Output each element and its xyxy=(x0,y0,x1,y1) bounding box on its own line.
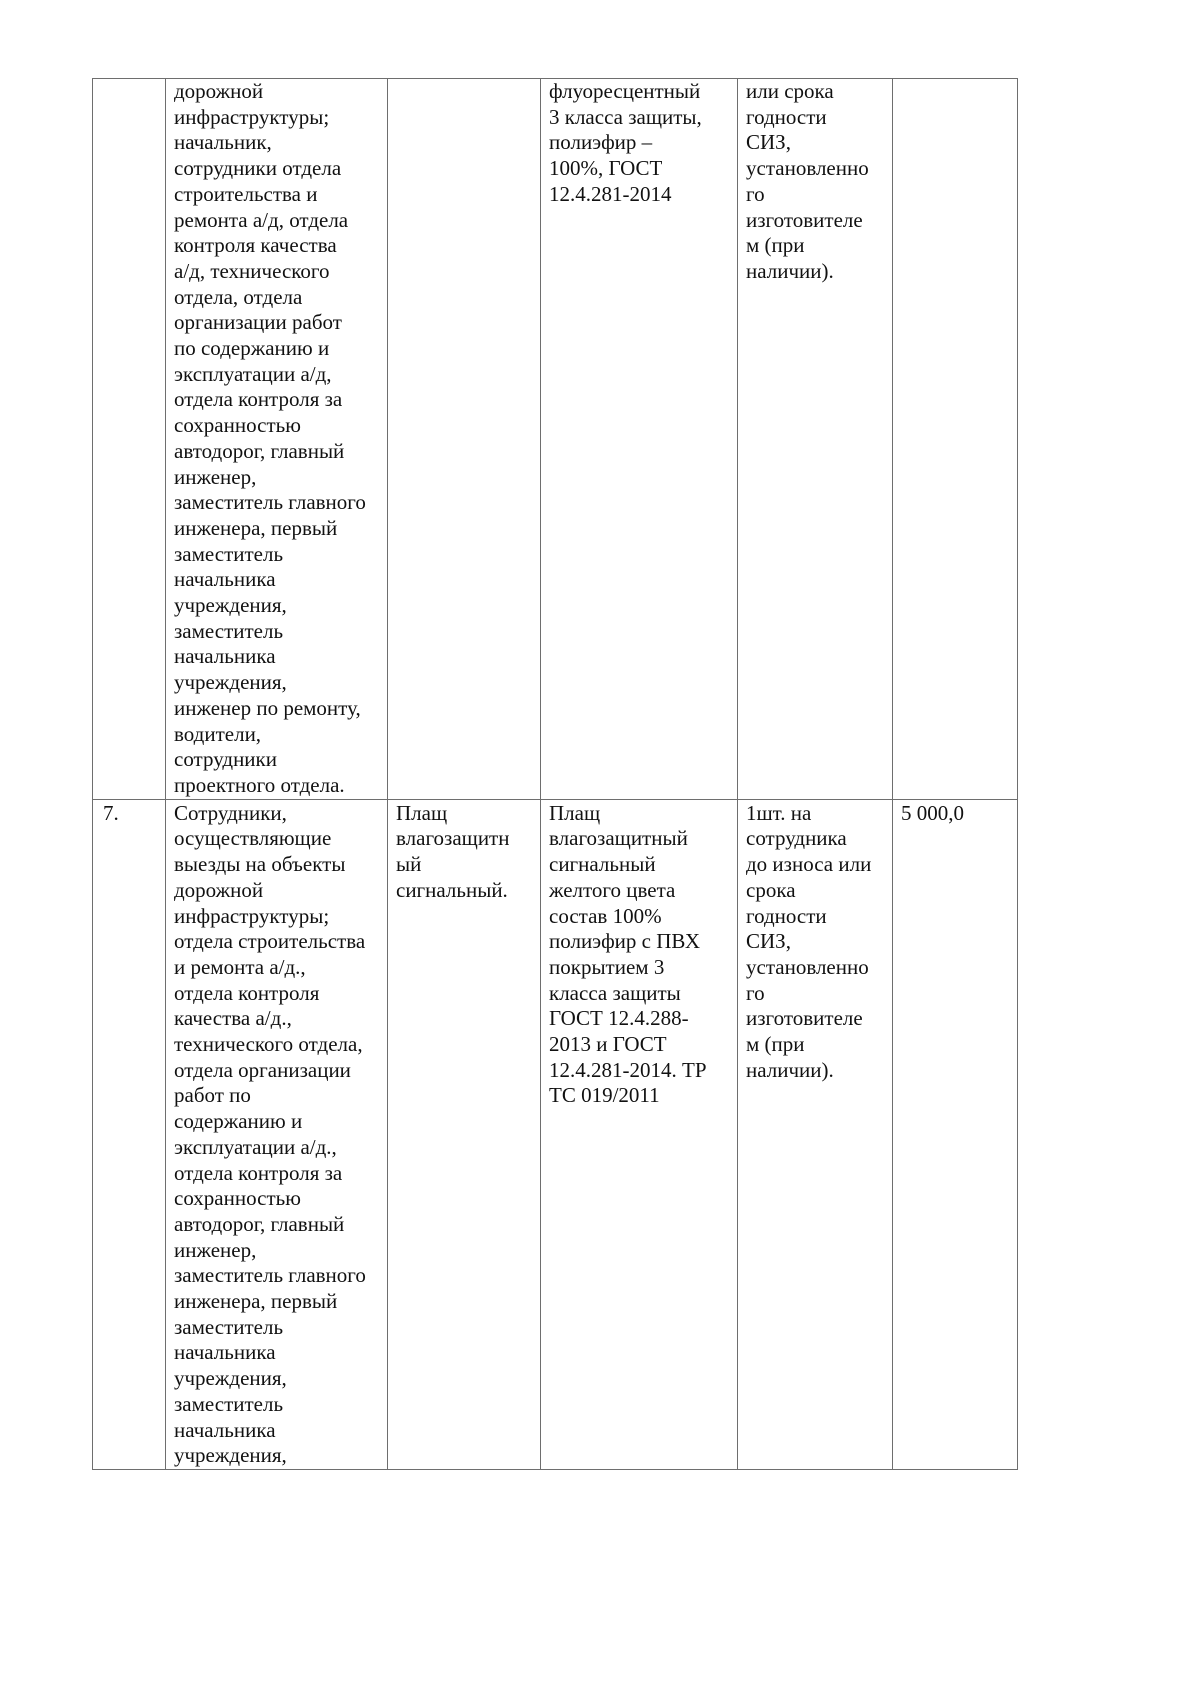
table-row xyxy=(93,799,1018,1469)
cell-issue-norm: 1шт. на сотрудника до износа или срока годности СИЗ, установленно го изготовителе м (при наличии). xyxy=(738,799,893,1469)
cell-number xyxy=(93,79,166,800)
cell-positions: дорожной инфраструктуры; начальник, сотрудники отдела строительства и ремонта а/д, отдела контроля качества а/д, технического отдела, отдела организации работ по содержанию и эксплуатации а/д, отдела контроля за сохранностью автодорог, главный инженер, заместитель главного инженера, первый заместитель начальника учреждения, заместитель начальника учреждения, инженер по ремонту, водители, сотрудники проектного отдела. xyxy=(166,79,388,800)
cell-number: 7. xyxy=(93,799,166,1469)
cell-item-name xyxy=(388,79,541,800)
cell-price xyxy=(893,79,1018,800)
table-row xyxy=(93,79,1018,800)
cell-price: 5 000,0 xyxy=(893,799,1018,1469)
cell-issue-norm: или срока годности СИЗ, установленно го изготовителе м (при наличии). xyxy=(738,79,893,800)
cell-specification: Плащ влагозащитный сигнальный желтого цвета состав 100% полиэфир с ПВХ покрытием 3 класса защиты ГОСТ 12.4.288- 2013 и ГОСТ 12.4.281-2014. ТР ТС 019/2011 xyxy=(541,799,738,1469)
cell-specification: флуоресцентный 3 класса защиты, полиэфир – 100%, ГОСТ 12.4.281-2014 xyxy=(541,79,738,800)
ppe-table xyxy=(92,78,1018,1470)
cell-item-name: Плащ влагозащитн ый сигнальный. xyxy=(388,799,541,1469)
cell-positions: Сотрудники, осуществляющие выезды на объекты дорожной инфраструктуры; отдела строительства и ремонта а/д., отдела контроля качества а/д., технического отдела, отдела организации работ по содержанию и эксплуатации а/д., отдела контроля за сохранностью автодорог, главный инженер, заместитель главного инженера, первый заместитель начальника учреждения, заместитель начальника учреждения, xyxy=(166,799,388,1469)
